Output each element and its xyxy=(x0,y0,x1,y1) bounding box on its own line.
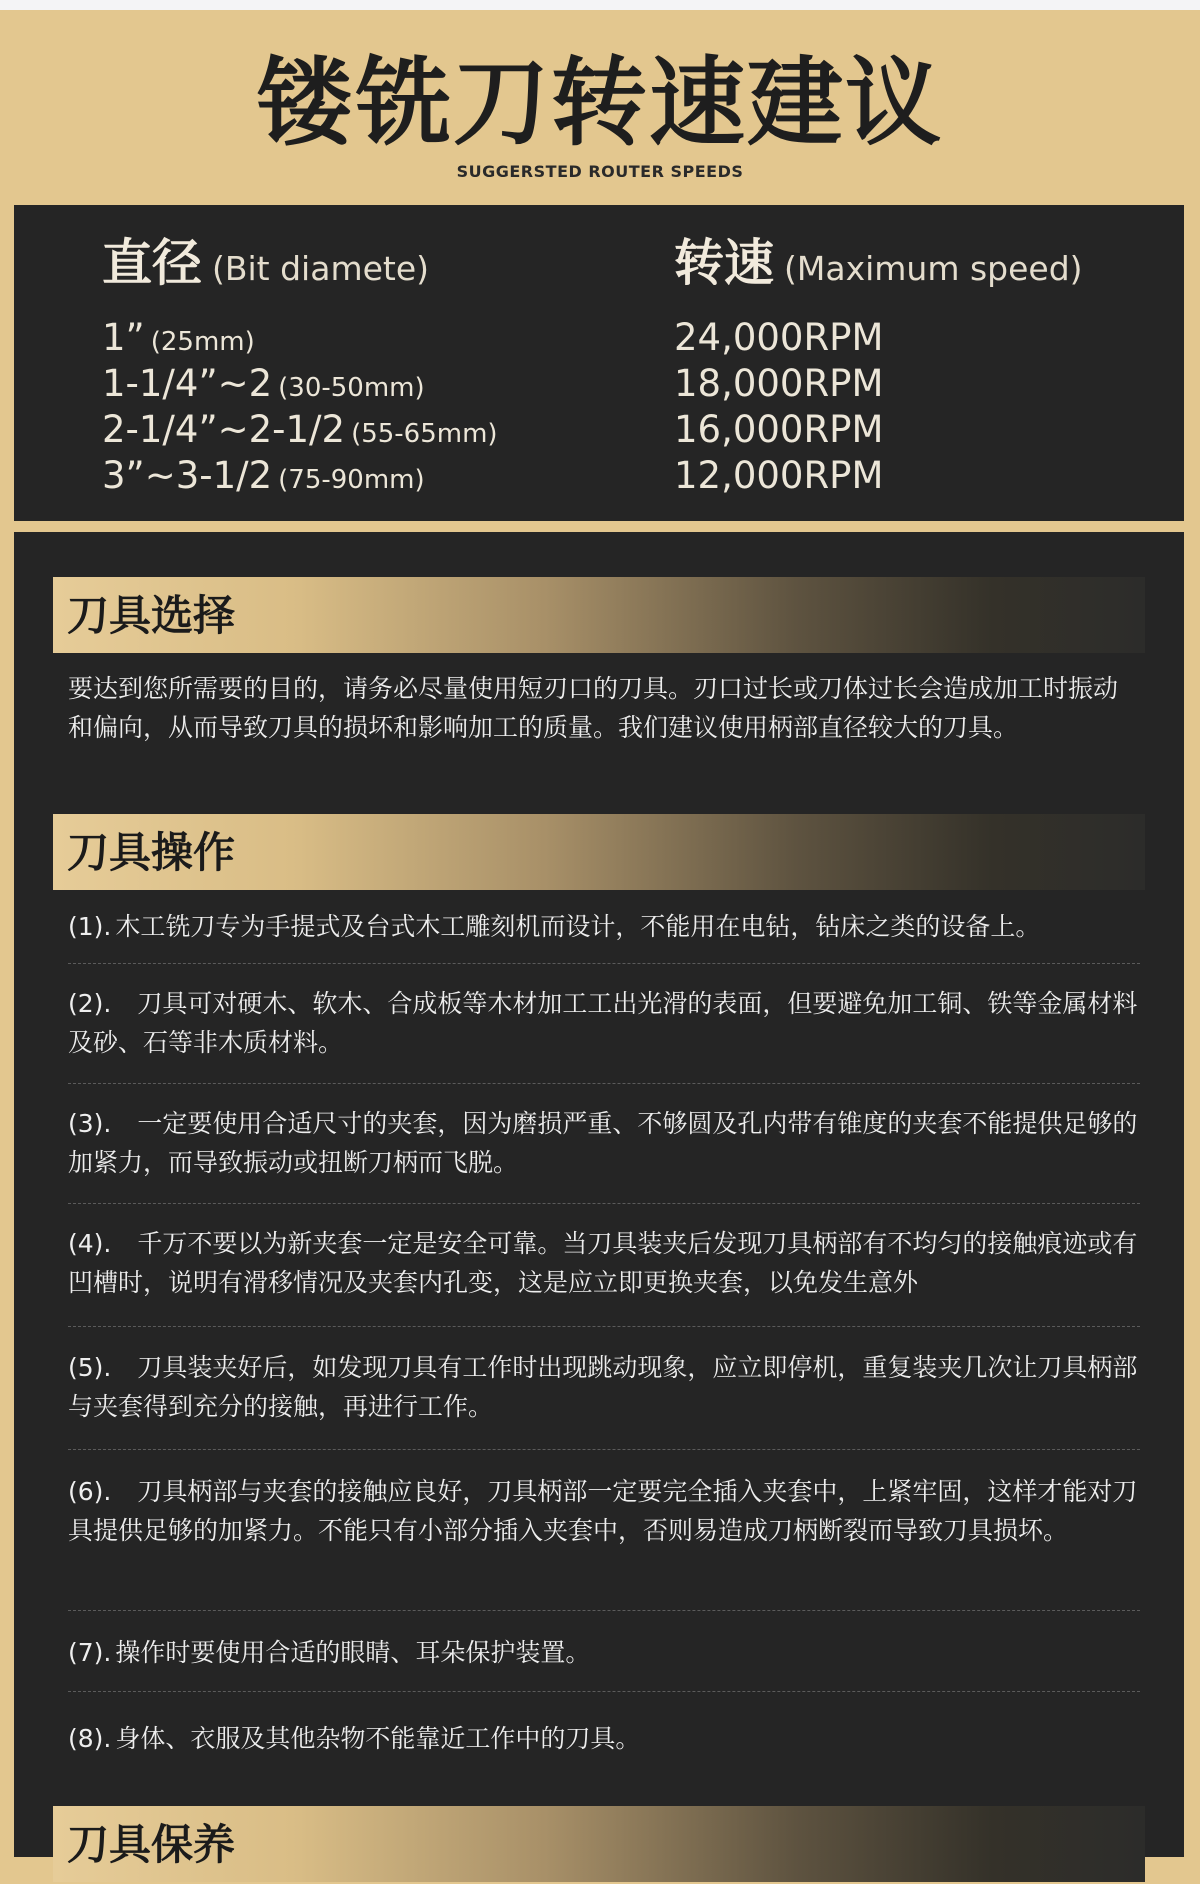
item-text: 刀具装夹好后，如发现刀具有工作时出现跳动现象，应立即停机，重复装夹几次让刀具柄部与夹套得到充分的接触，再进行工作。 xyxy=(68,1353,1138,1421)
list-item xyxy=(68,1472,1140,1550)
section-header-maintenance xyxy=(53,1806,1145,1882)
diameter-mm: (55-65mm) xyxy=(351,419,498,449)
section-title: 刀具保养 xyxy=(67,1820,236,1869)
item-text: 刀具可对硬木、软木、合成板等木材加工工出光滑的表面，但要避免加工铜、铁等金属材料及砂、石等非木质材料。 xyxy=(68,989,1138,1057)
item-number: (7). xyxy=(68,1638,112,1667)
item-text: 刀具柄部与夹套的接触应良好，刀具柄部一定要完全插入夹套中，上紧牢固，这样才能对刀具提供足够的加紧力。不能只有小部分插入夹套中，否则易造成刀柄断裂而导致刀具损坏。 xyxy=(68,1477,1138,1545)
item-text: 身体、衣服及其他杂物不能靠近工作中的刀具。 xyxy=(115,1724,641,1753)
dashed-divider xyxy=(68,1203,1140,1204)
diameter-label: 直径 xyxy=(102,234,202,292)
speed-header xyxy=(674,233,1083,293)
page-title: 镂铣刀转速建议 xyxy=(257,47,943,159)
diameter-mm: (75-90mm) xyxy=(278,465,425,495)
section-header-operation xyxy=(53,814,1145,890)
speed-label: 转速 xyxy=(674,234,774,292)
list-item xyxy=(68,1104,1140,1182)
diameter-column xyxy=(102,233,498,499)
item-text: 千万不要以为新夹套一定是安全可靠。当刀具装夹后发现刀具柄部有不均匀的接触痕迹或有凹槽时，说明有滑移情况及夹套内孔变，这是应立即更换夹套，以免发生意外 xyxy=(68,1229,1138,1297)
diameter-row xyxy=(102,361,498,407)
speed-value: 18,000RPM xyxy=(674,362,884,405)
list-item xyxy=(68,907,1140,946)
content-panel xyxy=(14,532,1184,1869)
dashed-divider xyxy=(68,1326,1140,1327)
list-item xyxy=(68,1633,1140,1672)
section-title: 刀具选择 xyxy=(67,591,236,640)
diameter-value: 2-1/4”~2-1/2 xyxy=(102,408,346,451)
speed-table xyxy=(14,205,1184,521)
diameter-mm: (25mm) xyxy=(150,327,255,357)
section-header-selection xyxy=(53,577,1145,653)
item-text: 木工铣刀专为手提式及台式木工雕刻机而设计，不能用在电钻，钻床之类的设备上。 xyxy=(115,912,1041,941)
speed-value: 12,000RPM xyxy=(674,454,884,497)
dashed-divider xyxy=(68,1083,1140,1084)
diameter-header xyxy=(102,233,498,293)
item-number: (2). xyxy=(68,989,112,1018)
top-strip xyxy=(0,0,1200,10)
dashed-divider xyxy=(68,963,1140,964)
dashed-divider xyxy=(68,1610,1140,1611)
item-number: (8). xyxy=(68,1724,112,1753)
page-header xyxy=(0,10,1200,205)
diameter-label-en: (Bit diamete) xyxy=(212,249,430,288)
list-item xyxy=(68,1719,1140,1758)
list-item xyxy=(68,1224,1140,1302)
item-number: (3). xyxy=(68,1109,112,1138)
diameter-value: 3”~3-1/2 xyxy=(102,454,273,497)
diameter-value: 1” xyxy=(102,316,145,359)
diameter-row xyxy=(102,315,498,361)
dashed-divider xyxy=(68,1449,1140,1450)
diameter-row xyxy=(102,453,498,499)
diameter-mm: (30-50mm) xyxy=(278,373,425,403)
selection-paragraph: 要达到您所需要的目的，请务必尽量使用短刃口的刀具。刃口过长或刀体过长会造成加工时振动和偏向，从而导致刀具的损坏和影响加工的质量。我们建议使用柄部直径较大的刀具。 xyxy=(68,674,1119,742)
item-number: (4). xyxy=(68,1229,112,1258)
list-item xyxy=(68,1348,1140,1426)
item-number: (5). xyxy=(68,1353,112,1382)
dashed-divider xyxy=(68,1691,1140,1692)
list-item xyxy=(68,984,1140,1062)
item-text: 一定要使用合适尺寸的夹套，因为磨损严重、不够圆及孔内带有锥度的夹套不能提供足够的加紧力，而导致振动或扭断刀柄而飞脱。 xyxy=(68,1109,1138,1177)
diameter-value: 1-1/4”~2 xyxy=(102,362,273,405)
speed-column xyxy=(674,233,1083,499)
diameter-row xyxy=(102,407,498,453)
speed-value: 24,000RPM xyxy=(674,316,884,359)
item-text: 操作时要使用合适的眼睛、耳朵保护装置。 xyxy=(115,1638,591,1667)
speed-value: 16,000RPM xyxy=(674,408,884,451)
section-title: 刀具操作 xyxy=(67,828,236,877)
page-subtitle: SUGGERSTED ROUTER SPEEDS xyxy=(456,162,744,181)
item-number: (1). xyxy=(68,912,112,941)
speed-label-en: (Maximum speed) xyxy=(784,249,1083,288)
item-number: (6). xyxy=(68,1477,112,1506)
